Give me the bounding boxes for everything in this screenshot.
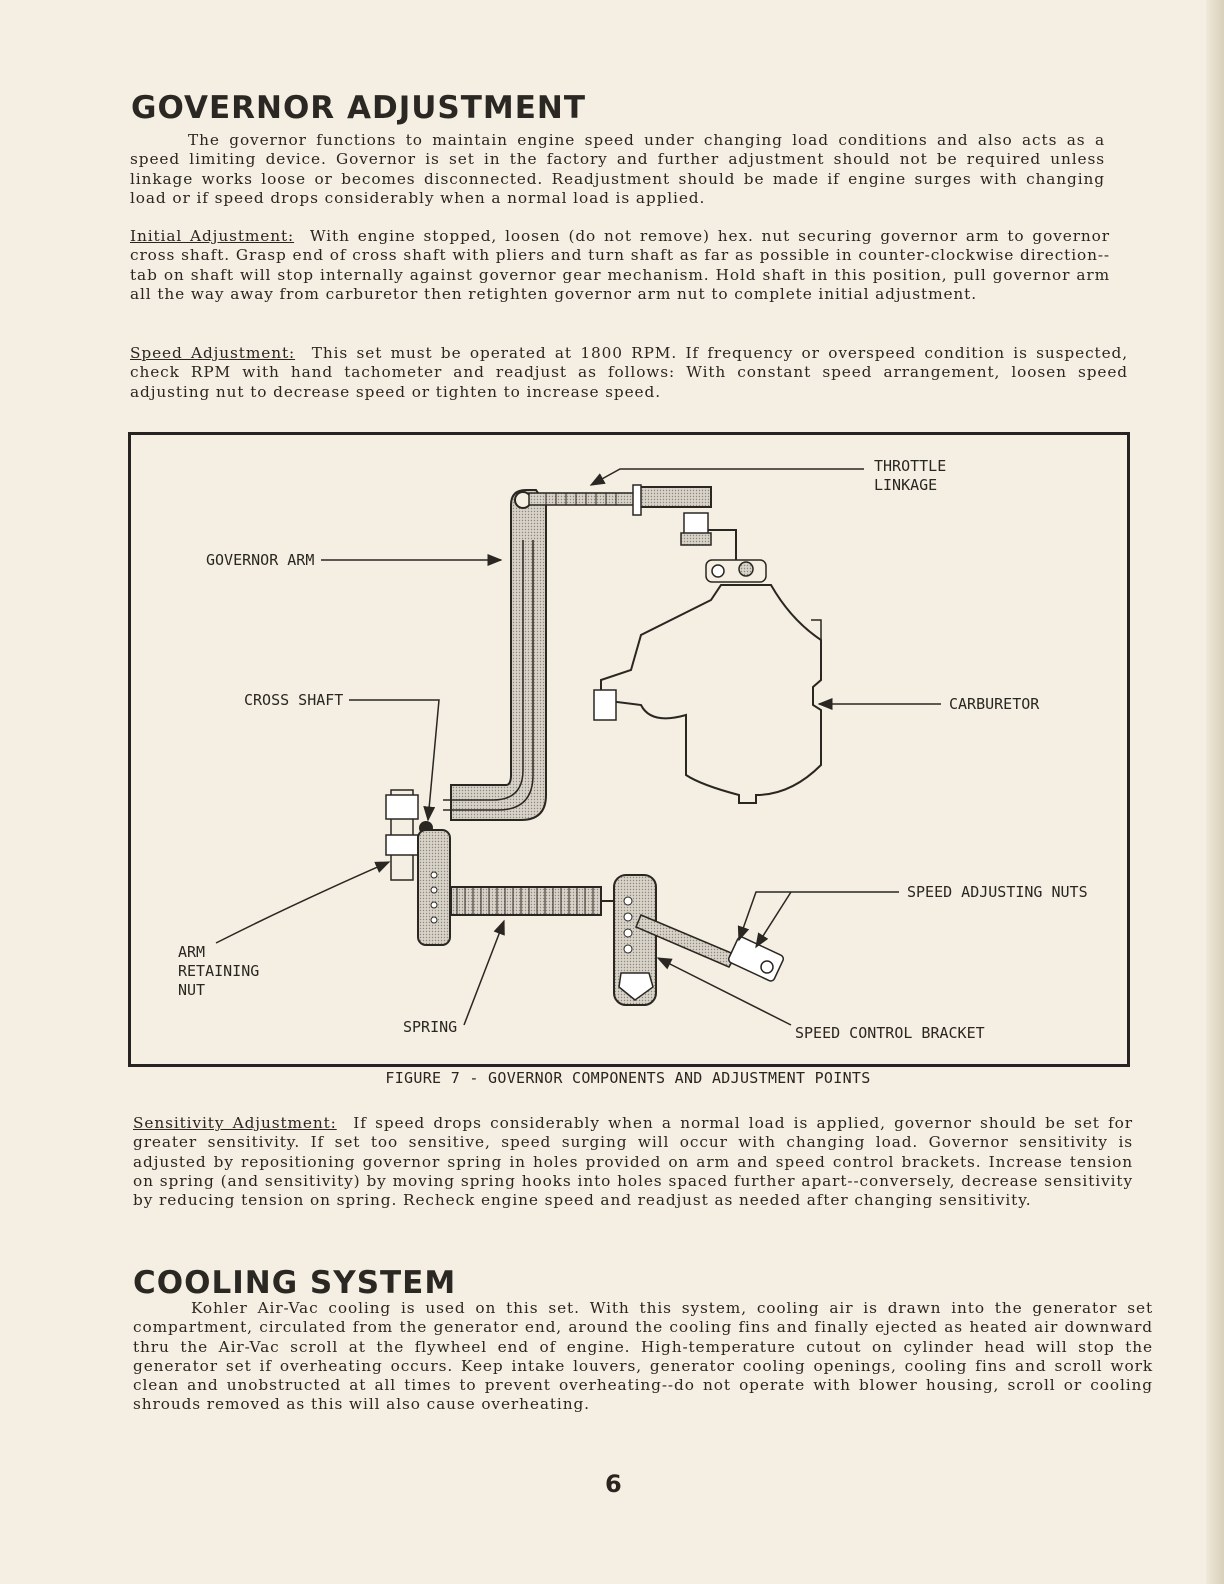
sensitivity-adjustment-text: If speed drops considerably when a normal load is applied, governor should be set for greater sensitivity. If set too sensitive, speed surging will occur with changing load. Governor sensitivity is adjusted by repositioning governor spring in holes provided on arm and speed control brackets. Increase tension on spring (and sensitivity) by moving spring hooks into holes spaced further apart--conversely, decrease sensitivity by reducing tension on spring. Recheck engine speed and readjust as needed after changing sensitivity. xyxy=(133,1114,1133,1210)
label-spring: SPRING xyxy=(403,1018,458,1036)
label-carburetor: CARBURETOR xyxy=(949,695,1040,713)
figure-governor-components xyxy=(128,432,1130,1067)
initial-adjustment-paragraph xyxy=(130,227,1110,304)
sensitivity-adjustment-title: Sensitivity Adjustment: xyxy=(133,1114,337,1132)
initial-adjustment-text: With engine stopped, loosen (do not remove) hex. nut securing governor arm to governor cross shaft. Grasp end of cross shaft with pliers and turn shaft as far as possible in counter-clockwise direction--tab on shaft will stop internally against governor gear mechanism. Hold shaft in this position, pull governor arm all the way away from carburetor then retighten governor arm nut to complete initial adjustment. xyxy=(130,227,1110,303)
speed-adjustment-text: This set must be operated at 1800 RPM. If frequency or overspeed condition is suspected, check RPM with hand tachometer and readjust as follows: With constant speed arrangement, loosen speed adjusting nut to decrease speed or tighten to increase speed. xyxy=(130,344,1128,401)
figure-caption: FIGURE 7 - GOVERNOR COMPONENTS AND ADJUSTMENT POINTS xyxy=(385,1069,871,1087)
speed-adjustment-paragraph xyxy=(130,344,1128,402)
sensitivity-adjustment-paragraph xyxy=(133,1114,1133,1210)
cooling-heading: COOLING SYSTEM xyxy=(133,1265,457,1301)
label-governor-arm: GOVERNOR ARM xyxy=(206,551,315,569)
intro-paragraph: The governor functions to maintain engine speed under changing load conditions and also acts as a speed limiting device. Governor is set in the factory and further adjustment should not be required unless linkage works loose or becomes disconnected. Readjustment should be made if engine surges with changing load or if speed drops considerably when a normal load is applied. xyxy=(130,131,1105,207)
label-speed-adjusting-nuts: SPEED ADJUSTING NUTS xyxy=(907,883,1088,901)
page-edge xyxy=(1206,0,1224,1584)
governor-diagram xyxy=(131,435,1127,1064)
label-cross-shaft: CROSS SHAFT xyxy=(244,691,344,709)
page-number: 6 xyxy=(605,1470,622,1498)
label-arm-line3: NUT xyxy=(178,981,206,999)
initial-adjustment-title: Initial Adjustment: xyxy=(130,227,295,245)
label-speed-control-bracket: SPEED CONTROL BRACKET xyxy=(795,1024,985,1042)
governor-heading: GOVERNOR ADJUSTMENT xyxy=(131,90,586,126)
label-throttle-line1: THROTTLE xyxy=(874,457,947,475)
label-arm-line2: RETAINING xyxy=(178,962,260,980)
carburetor-body xyxy=(601,585,821,803)
speed-adjusting-nuts xyxy=(727,936,784,983)
governor-arm xyxy=(451,490,546,820)
label-throttle-line2: LINKAGE xyxy=(874,476,938,494)
cooling-paragraph: Kohler Air-Vac cooling is used on this set. With this system, cooling air is drawn into the generator set compartment, circulated from the generator end, around the cooling fins and finally ejected as heated air downward thru the Air-Vac scroll at the flywheel end of engine. High-temperature cutout on cylinder head will stop the generator set if overheating occurs. Keep intake louvers, generator cooling openings, cooling fins and scroll work clean and unobstructed at all times to prevent overheating--do not operate with blower housing, scroll or cooling shrouds removed as this will also cause overheating. xyxy=(133,1299,1153,1414)
label-arm-line1: ARM xyxy=(178,943,206,961)
throttle-link-block xyxy=(636,487,711,507)
speed-adjustment-title: Speed Adjustment: xyxy=(130,344,296,362)
